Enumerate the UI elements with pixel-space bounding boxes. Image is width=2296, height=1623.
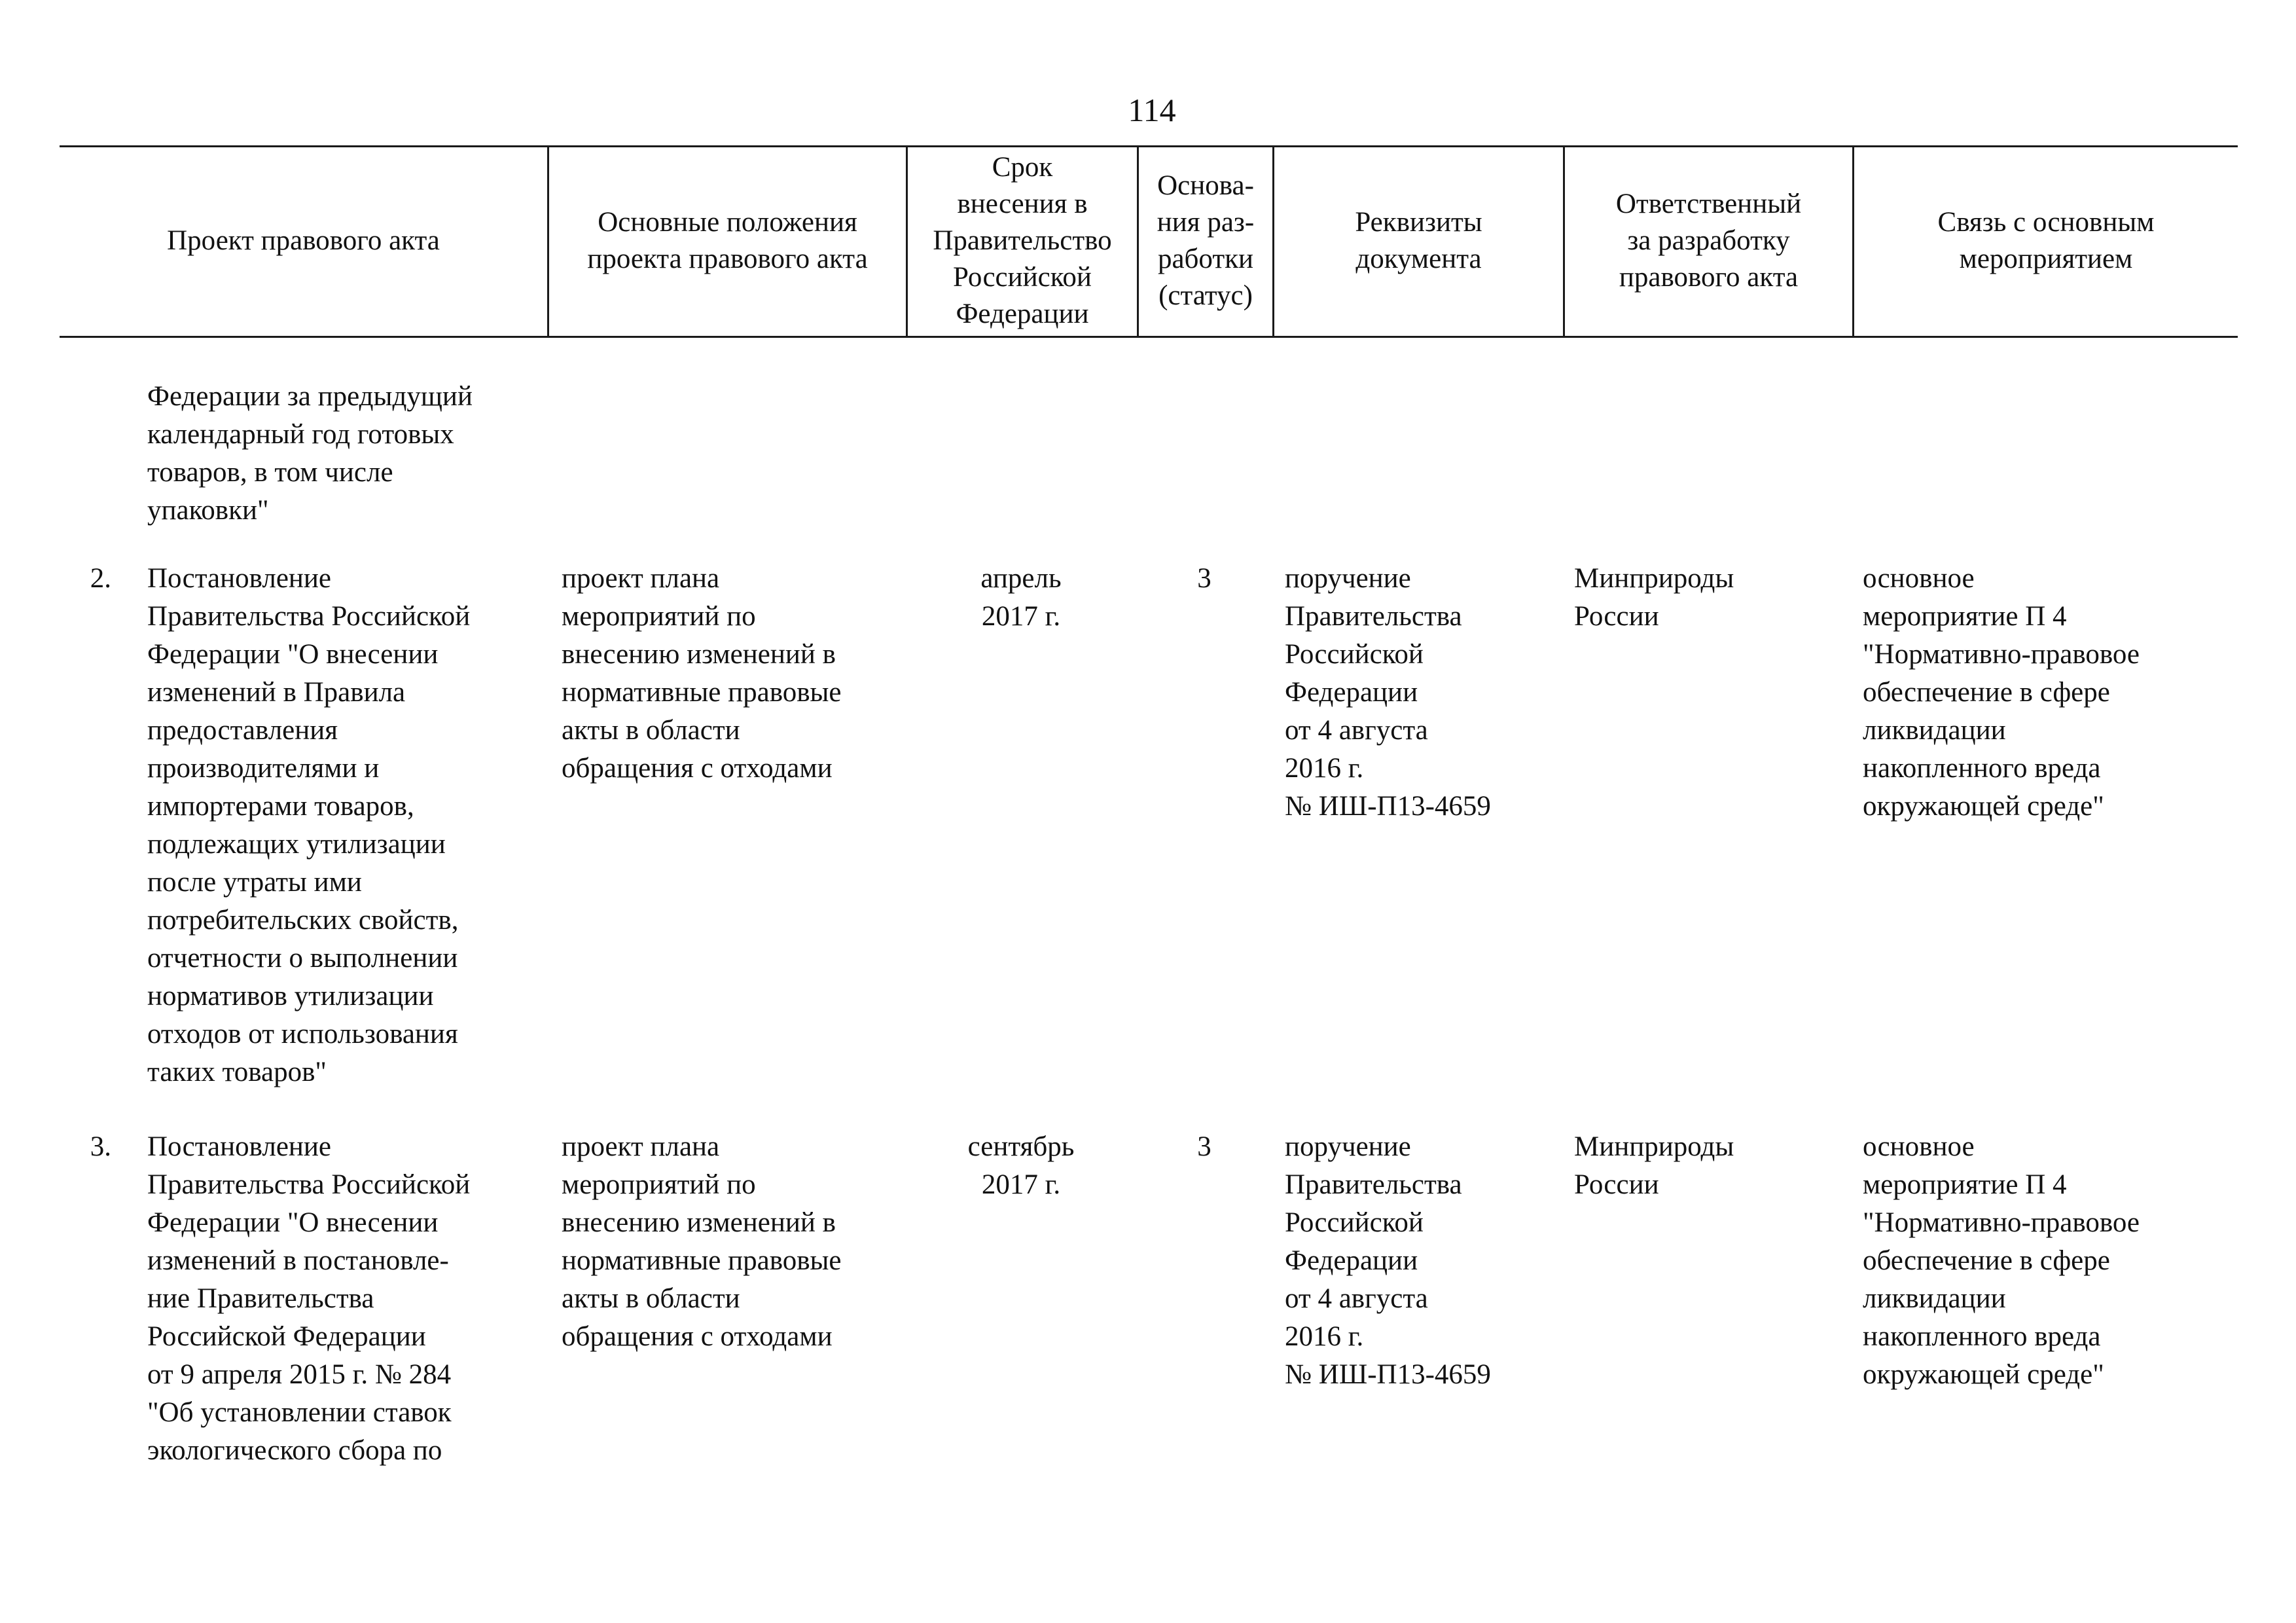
details-cell: поручение Правительства Российской Федерации от 4 августа 2016 г. № ИШ-П13-4659 (1285, 1131, 1491, 1390)
project-cell: Постановление Правительства Российской Федерации "О внесении изменений в постановле- ние Правительства Российской Федерации от 9 апреля 2015 г. № 284 "Об установлении ставок экологического сбора по (147, 1131, 471, 1466)
header-basis: Основа- ния раз- работки (статус) (1157, 170, 1255, 311)
basis-cell: 3 (1197, 1131, 1211, 1162)
page-number: 114 (1128, 92, 1176, 128)
responsible-cell: Минприроды России (1574, 1131, 1734, 1200)
deadline-cell: сентябрь 2017 г. (967, 1131, 1075, 1200)
continuation-text: Федерации за предыдущий календарный год готовых товаров, в том числе упаковки" (147, 381, 473, 526)
header-project: Проект правового акта (167, 225, 440, 256)
details-cell: поручение Правительства Российской Федерации от 4 августа 2016 г. № ИШ-П13-4659 (1285, 563, 1491, 822)
link-cell: основное мероприятие П 4 "Нормативно-правовое обеспечение в сфере ликвидации накопленного вреда окружающей среде" (1863, 1131, 2140, 1390)
header-deadline: Срок внесения в Правительство Российской Федерации (933, 152, 1112, 329)
header-responsible: Ответственный за разработку правового акта (1615, 189, 1802, 293)
link-cell: основное мероприятие П 4 "Нормативно-правовое обеспечение в сфере ликвидации накопленного вреда окружающей среде" (1863, 563, 2140, 822)
deadline-cell: апрель 2017 г. (980, 563, 1062, 632)
responsible-cell: Минприроды России (1574, 563, 1734, 632)
basis-cell: 3 (1197, 563, 1211, 594)
provisions-cell: проект плана мероприятий по внесению изменений в нормативные правовые акты в области обращения с отходами (562, 1131, 842, 1352)
row-number: 3. (90, 1131, 111, 1162)
header-provisions: Основные положения проекта правового акта (587, 207, 868, 274)
provisions-cell: проект плана мероприятий по внесению изменений в нормативные правовые акты в области обращения с отходами (562, 563, 842, 784)
header-link: Связь с основным мероприятием (1937, 207, 2155, 274)
project-cell: Постановление Правительства Российской Федерации "О внесении изменений в Правила предоставления производителями и импортерами товаров, подлежащих утилизации после утраты ими потребительских свойств, отчетности о выполнении нормативов утилизации отходов от использования таких товаров" (147, 563, 471, 1087)
row-number: 2. (90, 563, 111, 594)
header-details: Реквизиты документа (1355, 207, 1482, 274)
